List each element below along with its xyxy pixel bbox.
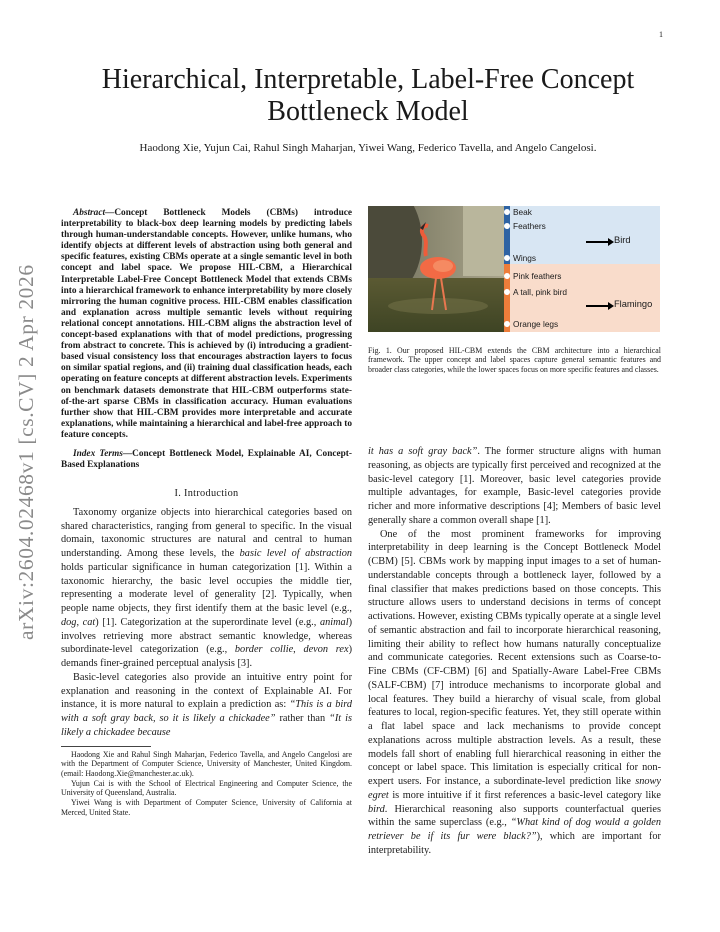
concept-node-dot (504, 321, 510, 327)
concept-label: Beak (513, 207, 532, 217)
figure-caption: Fig. 1. Our proposed HIL-CBM extends the CBM architecture into a hierarchical framework. The upper concept and label spaces capture general semantic features and broader class categories, while the lower spaces focus on more specific features and classes. (368, 346, 661, 374)
right-column (368, 445, 661, 858)
right-paragraph-1: it has a soft gray back”. The former structure aligns with human reasoning, as objects are typically first perceived and recognized at the basic-level category [1]. Moreover, basic level categories provide multiple advantages, for example, Basic-level categories provide richer and more informative descriptions [4]; Members of basic level generally share a common overall shape [1]. (368, 446, 661, 526)
concept-label: A tall, pink bird (513, 287, 567, 297)
concept-label: Orange legs (513, 319, 559, 329)
right-paragraph-2: One of the most prominent frameworks for improving interpretability in deep learning is the Concept Bottleneck Model (CBM) [5]. CBMs work by mapping input images to a set of human-understandable concepts through a bottleneck layer, followed by a final classifier that makes predictions based on those concepts. This structure allows users to understand decisions in terms of concept activations. However, existing CBMs typically operate at a single level of semantic abstraction and fail to incorporate hierarchical reasoning, limiting their ability to reflect how humans naturally conceptualize and communicate categories. Recent extensions such as Coarse-to-Fine CBMs (CF-CBM) [6] and Spatially-Aware Label-Free CBMs (SALF-CBM) [7] introduce mechanisms to incorporate global and local features. They build a hierarchy of visual scale, from global features to local, region-specific features. Yet, they still operate within a flat label space and lack mechanisms to provide concept explanations across multiple abstraction levels. As a result, these models fall short of enabling full hierarchical reasoning in either the concept or label space. This limitation is especially critical for non-expert users. For instance, a subordinate-level prediction like snowy egret is more intuitive if it first references a basic-level category like bird. Hierarchical reasoning also supports counterfactual queries within the same superclass (e.g., “What kind of dog would a golden retriever be if its fur were black?”), which are important for interpretability. (368, 528, 661, 856)
paper-title: Hierarchical, Interpretable, Label-Free Concept Bottleneck Model (101, 64, 635, 127)
arrow-icon (586, 241, 610, 243)
footnote-rule (61, 746, 151, 747)
footnote-3: Yiwei Wang is with Department of Computer Science, University of California at Merced, United State. (61, 798, 352, 817)
concept-node-dot (504, 209, 510, 215)
left-column (61, 208, 352, 818)
concept-label: Feathers (513, 221, 546, 231)
abstract-lead: Abstract (73, 208, 106, 218)
concept-node-dot (504, 273, 510, 279)
footnotes (61, 750, 352, 818)
section-heading-introduction: I. Introduction (174, 488, 239, 500)
concept-node-dot (504, 289, 510, 295)
index-terms-lead: Index Terms (73, 448, 123, 459)
arrow-icon (586, 305, 610, 307)
concept-label: Pink feathers (513, 271, 562, 281)
abstract (61, 208, 352, 441)
class-label-upper: Bird (614, 235, 631, 245)
index-terms (61, 449, 352, 471)
index-terms-body: —Concept Bottleneck Model, Explainable AI, Concept-Based Explanations (61, 448, 352, 471)
author-list: Haodong Xie, Yujun Cai, Rahul Singh Maharjan, Yiwei Wang, Federico Tavella, and Angelo Cangelosi. (139, 142, 597, 154)
footnote-2: Yujun Cai is with the School of Electrical Engineering and Computer Science, the University of Queensland, Australia. (61, 778, 352, 798)
abstract-body: —Concept Bottleneck Models (CBMs) introduce interpretability to black-box deep learning models by predicting labels through human-understandable concepts. However, unlike humans, who identify objects at different levels of abstraction using both general and specific features, existing CBMs operate at a single semantic level in both concept and label space. We propose HIL-CBM, a Hierarchical Interpretable Label-Free Concept Bottleneck Model that extends CBMs into a hierarchical framework to enhance interpretability by more closely mirroring the human cognitive process. HIL-CBM enables classification and explanation across multiple semantic levels without requiring relational concept annotations. HIL-CBM aligns the abstraction level of concept-based explanations with that of model predictions, progressing from abstract to concrete. This is achieved by (i) introducing a gradient-based visual consistency loss that encourages abstraction layers to focus on similar spatial regions, and (ii) training dual classification heads, each operating on feature concepts at different abstraction levels. Experiments on benchmark datasets demonstrate that HIL-CBM outperforms state-of-the-art sparse CBMs in classification accuracy. Human evaluations further show that HIL-CBM provides more interpretable and accurate explanations, while maintaining a hierarchical and label-free approach to feature concepts. (61, 208, 352, 440)
class-label-lower: Flamingo (614, 299, 653, 309)
figure-1 (368, 206, 660, 332)
concept-node-dot (504, 255, 510, 261)
footnote-1: Haodong Xie and Rahul Singh Maharjan, Federico Tavella, and Angelo Cangelosi are with the Department of Computer Science, University of Manchester, United Kingdom. (email: Haodong.Xie@manchester.ac.uk). (61, 749, 352, 779)
flamingo-photo (368, 206, 504, 332)
page-number: 1 (659, 30, 663, 39)
concept-label: Wings (513, 253, 537, 263)
intro-paragraph-2: Basic-level categories also provide an intuitive entry point for explanation and reasoning in the context of Explainable AI. For instance, it is more natural to explain a prediction as: “This is a bird with a soft gray back, so it is likely a chickadee” rather than “It is likely a chickadee because (61, 671, 352, 738)
concept-node-dot (504, 223, 510, 229)
intro-paragraph-1: Taxonomy organize objects into hierarchical categories based on shared characteristics, ranging from general to specific. In the visual domain, taxonomic structures are natural and central to human understanding. Among these levels, the basic level of abstraction holds particular significance in human categorization [1]. Within a taxonomic hierarchy, the basic level occupies the middle tier, representing a moderate level of generality [2]. Typically, when people name objects, they first identify them at the basic level (e.g., dog, cat) [1]. Categorization at the superordinate level (e.g., animal) involves retrieving more abstract semantic knowledge, whereas subordinate-level categorization (e.g., border collie, devon rex) demands finer-grained perceptual analysis [3]. (61, 506, 352, 670)
arxiv-watermark: arXiv:2604.02468v1 [cs.CV] 2 Apr 2026 (14, 264, 38, 640)
